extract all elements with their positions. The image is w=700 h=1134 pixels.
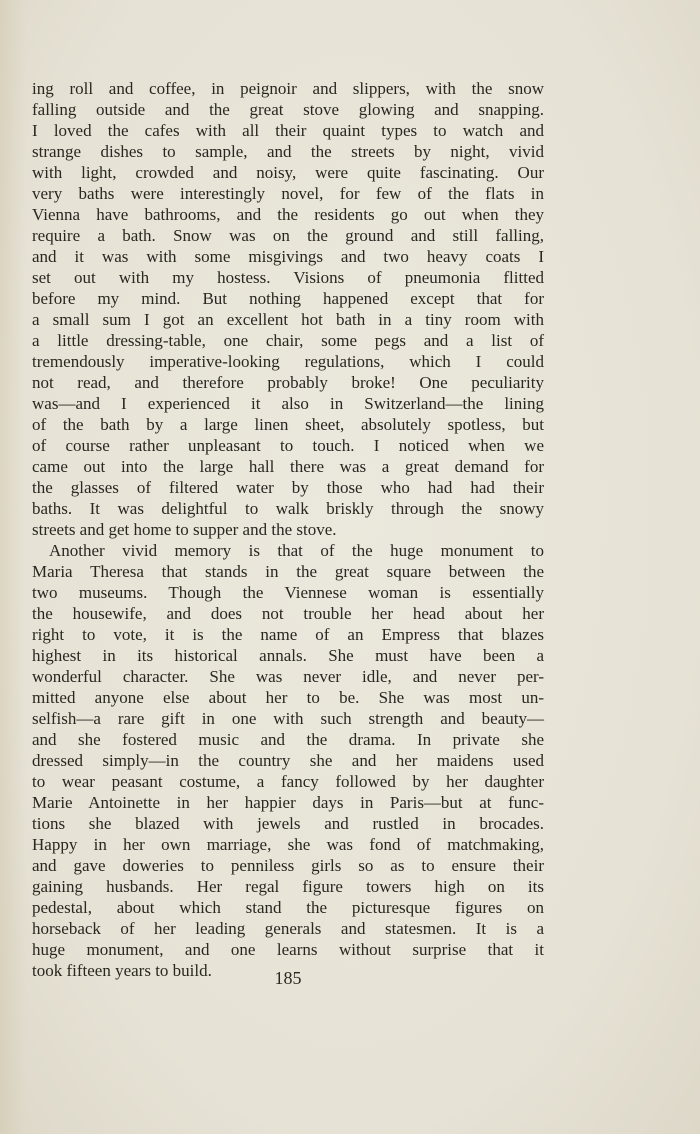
text-line: and it was with some misgivings and two heavy coats I xyxy=(32,247,544,266)
text-line: tions she blazed with jewels and rustled in brocades. xyxy=(32,814,544,833)
text-line: strange dishes to sample, and the streets by night, vivid xyxy=(32,142,544,161)
text-line: and gave doweries to penniless girls so as to ensure their xyxy=(32,856,544,875)
text-line: was—and I experienced it also in Switzerland—the lining xyxy=(32,394,544,413)
text-line: Happy in her own marriage, she was fond of matchmaking, xyxy=(32,835,544,854)
text-line: the glasses of filtered water by those who had had their xyxy=(32,478,544,497)
text-line: Vienna have bathrooms, and the residents go out when they xyxy=(32,205,544,224)
text-line: highest in its historical annals. She must have been a xyxy=(32,646,544,665)
text-line: horseback of her leading generals and statesmen. It is a xyxy=(32,919,544,938)
text-line: before my mind. But nothing happened except that for xyxy=(32,289,544,308)
text-line: mitted anyone else about her to be. She was most un- xyxy=(32,688,544,707)
text-line: right to vote, it is the name of an Empress that blazes xyxy=(32,625,544,644)
text-line: of course rather unpleasant to touch. I noticed when we xyxy=(32,436,544,455)
text-line: and she fostered music and the drama. In private she xyxy=(32,730,544,749)
text-line: falling outside and the great stove glowing and snapping. xyxy=(32,100,544,119)
text-line: tremendously imperative-looking regulations, which I could xyxy=(32,352,544,371)
text-line: Marie Antoinette in her happier days in Paris—but at func- xyxy=(32,793,544,812)
text-line: came out into the large hall there was a great demand for xyxy=(32,457,544,476)
text-line: took fifteen years to build. xyxy=(32,961,212,980)
text-line: with light, crowded and noisy, were quite fascinating. Our xyxy=(32,163,544,182)
text-line: I loved the cafes with all their quaint types to watch and xyxy=(32,121,544,140)
text-line: a little dressing-table, one chair, some pegs and a list of xyxy=(32,331,544,350)
text-line: a small sum I got an excellent hot bath in a tiny room with xyxy=(32,310,544,329)
page-edge-stain xyxy=(0,0,26,1134)
paragraph xyxy=(32,78,544,540)
text-line: Maria Theresa that stands in the great square between the xyxy=(32,562,544,581)
text-line: set out with my hostess. Visions of pneumonia flitted xyxy=(32,268,544,287)
text-line: selfish—a rare gift in one with such strength and beauty— xyxy=(32,709,544,728)
text-line: dressed simply—in the country she and her maidens used xyxy=(32,751,544,770)
text-line: to wear peasant costume, a fancy followed by her daughter xyxy=(32,772,544,791)
text-line: pedestal, about which stand the picturesque figures on xyxy=(32,898,544,917)
text-line: require a bath. Snow was on the ground and still falling, xyxy=(32,226,544,245)
text-line: streets and get home to supper and the stove. xyxy=(32,520,337,539)
text-line: gaining husbands. Her regal figure towers high on its xyxy=(32,877,544,896)
text-line: baths. It was delightful to walk briskly through the snowy xyxy=(32,499,544,518)
text-line: the housewife, and does not trouble her head about her xyxy=(32,604,544,623)
body-text xyxy=(32,78,544,981)
text-line: ing roll and coffee, in peignoir and slippers, with the snow xyxy=(32,79,544,98)
text-line: two museums. Though the Viennese woman is essentially xyxy=(32,583,544,602)
text-line: of the bath by a large linen sheet, absolutely spotless, but xyxy=(32,415,544,434)
text-line: wonderful character. She was never idle, and never per- xyxy=(32,667,544,686)
page-number: 185 xyxy=(274,968,302,988)
text-line: Another vivid memory is that of the huge monument to xyxy=(49,541,544,560)
text-line: not read, and therefore probably broke! One peculiarity xyxy=(32,373,544,392)
text-line: very baths were interestingly novel, for few of the flats in xyxy=(32,184,544,203)
paragraph xyxy=(32,540,544,981)
text-line: huge monument, and one learns without surprise that it xyxy=(32,940,544,959)
